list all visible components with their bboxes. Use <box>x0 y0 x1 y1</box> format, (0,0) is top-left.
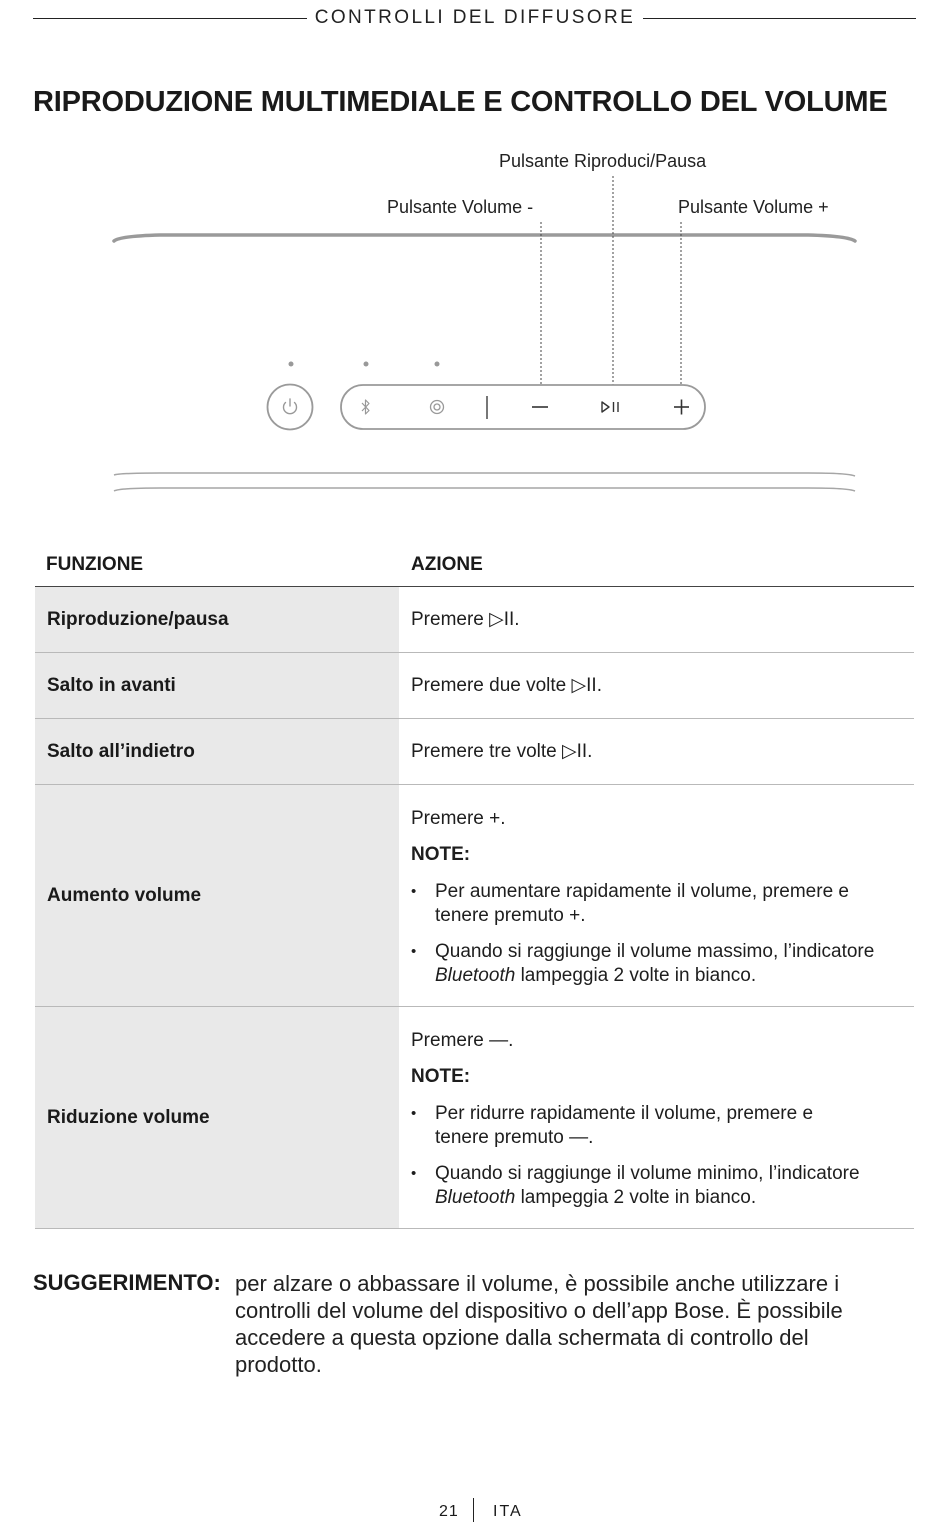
callout-volume-up: Pulsante Volume + <box>678 197 829 217</box>
action-text: Premere —. <box>411 1030 514 1051</box>
callout-volume-down: Pulsante Volume - <box>387 197 534 217</box>
speaker-bottom-edge-1 <box>114 473 855 476</box>
control-strip <box>341 385 705 429</box>
note-label: NOTE: <box>411 844 471 865</box>
function-table <box>35 547 914 1229</box>
action-indicator-light <box>435 362 440 367</box>
table-row <box>35 653 914 719</box>
table-row <box>35 1007 914 1229</box>
section-header: CONTROLLI DEL DIFFUSORE <box>0 7 950 29</box>
speaker-top-edge <box>114 235 855 241</box>
function-cell: Salto in avanti <box>47 674 176 696</box>
note-bullet: • Per aumentare rapidamente il volume, premere e tenere premuto +. <box>411 880 905 928</box>
table-row <box>35 587 914 653</box>
header-function: FUNZIONE <box>46 554 144 575</box>
page-number: 21 <box>439 1503 459 1520</box>
speaker-diagram <box>0 170 950 510</box>
power-indicator-light <box>289 362 294 367</box>
note-bullet: • Quando si raggiunge il volume minimo, l’indicatore Bluetooth lampeggia 2 volte in bianco. <box>411 1162 915 1210</box>
footer-language: ITA <box>493 1503 523 1520</box>
power-button[interactable] <box>268 385 313 430</box>
speaker-bottom-edge-2 <box>114 488 855 491</box>
table-row <box>35 719 914 785</box>
bluetooth-indicator-light <box>364 362 369 367</box>
action-cell: Premere due volte ▷II. <box>411 675 602 696</box>
action-cell: Premere ▷II. <box>411 609 520 630</box>
callout-play-pause: Pulsante Riproduci/Pausa <box>499 151 707 171</box>
tip-label: SUGGERIMENTO: <box>33 1270 221 1295</box>
table-header-row <box>35 547 914 587</box>
table-row <box>35 785 914 1007</box>
function-cell: Riproduzione/pausa <box>47 608 229 630</box>
action-cell: Premere tre volte ▷II. <box>411 741 593 762</box>
function-cell: Riduzione volume <box>47 1106 210 1128</box>
function-cell: Aumento volume <box>47 884 202 906</box>
function-cell: Salto all’indietro <box>47 740 195 762</box>
tip-text: per alzare o abbassare il volume, è possibile anche utilizzare i controlli del volume del dispositivo o dell’app Bose. È possibile accedere a questa opzione dalla schermata di controllo del prodotto. <box>235 1271 843 1377</box>
page-title: RIPRODUZIONE MULTIMEDIALE E CONTROLLO DEL VOLUME <box>33 86 888 118</box>
note-label: NOTE: <box>411 1066 471 1087</box>
header-action: AZIONE <box>411 554 483 575</box>
footer-divider <box>473 1498 474 1522</box>
note-bullet: • Quando si raggiunge il volume massimo, l’indicatore Bluetooth lampeggia 2 volte in bianco. <box>411 940 915 988</box>
action-text: Premere +. <box>411 808 506 829</box>
note-bullet: • Per ridurre rapidamente il volume, premere e tenere premuto —. <box>411 1102 865 1150</box>
